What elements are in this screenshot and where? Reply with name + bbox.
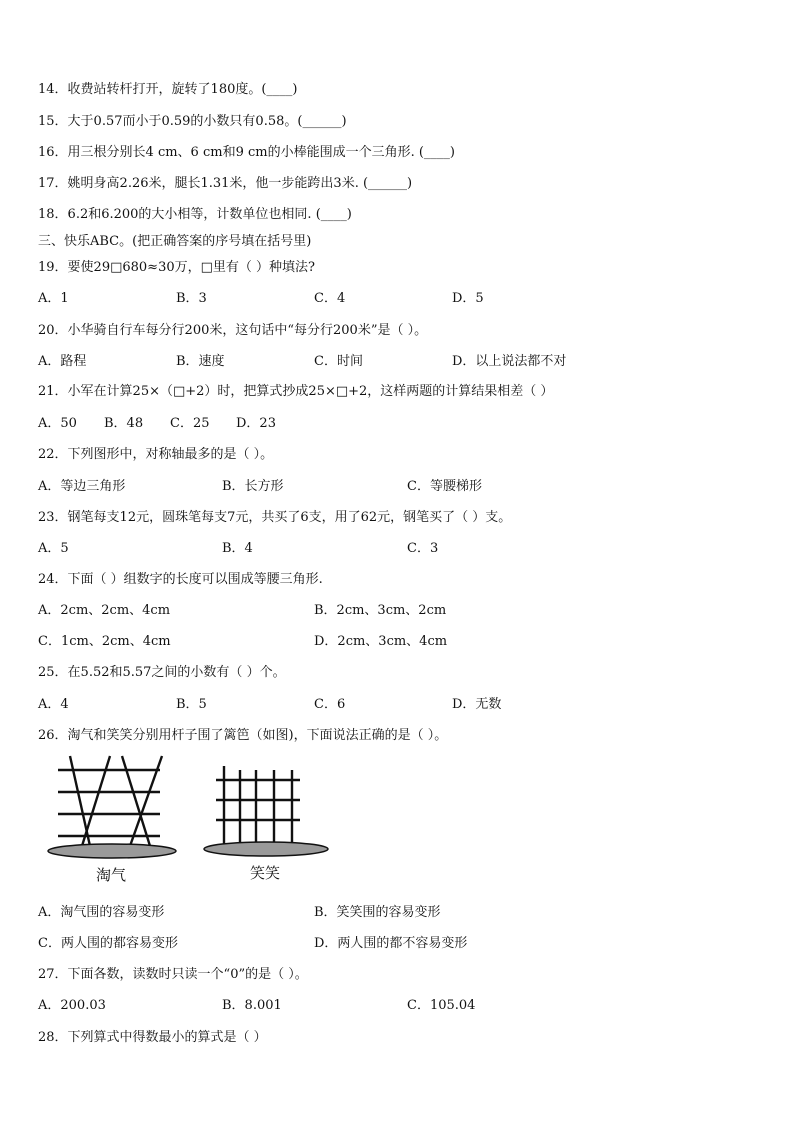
- question-23-stem: 23．钢笔每支12元，圆珠笔每支7元，共买了6支，用了62元，钢笔买了（ ）支。: [38, 510, 512, 525]
- q27-option-a: A．200.03: [38, 998, 106, 1013]
- q25-option-b: B．5: [176, 697, 207, 712]
- q19-option-b: B．3: [176, 291, 207, 306]
- statement-16: 16．用三根分别长4 cm、6 cm和9 cm的小棒能围成一个三角形. (____): [38, 145, 455, 160]
- q27-option-b: B．8.001: [222, 998, 282, 1013]
- statement-17: 17．姚明身高2.26米，腿长1.31米，他一步能跨出3米. (______): [38, 176, 413, 191]
- q24-option-a: A．2cm、2cm、4cm: [38, 603, 171, 618]
- question-20-stem: 20．小华骑自行车每分行200米，这句话中“每分行200米”是（ ）。: [38, 323, 428, 338]
- xiaoxiao-fence: [216, 766, 300, 844]
- q26-option-a: A．淘气围的容易变形: [38, 905, 165, 920]
- q19-option-a: A．1: [38, 291, 69, 306]
- q25-option-a: A．4: [38, 697, 69, 712]
- question-27-stem: 27．下面各数，读数时只读一个“0”的是（ ）。: [38, 967, 308, 982]
- q21-option-d: D．23: [236, 416, 276, 431]
- question-25-stem: 25．在5.52和5.57之间的小数有（ ）个。: [38, 665, 286, 680]
- q23-option-a: A．5: [38, 541, 69, 556]
- q21-option-b: B．48: [104, 416, 144, 431]
- q21-option-c: C．25: [170, 416, 210, 431]
- q19-option-c: C．4: [314, 291, 346, 306]
- q24-option-b: B．2cm、3cm、2cm: [314, 603, 447, 618]
- q25-option-c: C．6: [314, 697, 346, 712]
- q23-option-b: B．4: [222, 541, 253, 556]
- statement-15: 15．大于0.57而小于0.59的小数只有0.58。(______): [38, 114, 347, 129]
- fence-figure: [38, 752, 338, 892]
- question-26-stem: 26．淘气和笑笑分别用杆子围了篱笆（如图)，下面说法正确的是（ ）。: [38, 728, 448, 743]
- q23-option-c: C．3: [407, 541, 439, 556]
- fence-figure-svg: [38, 752, 338, 892]
- xiaoxiao-ground: [204, 842, 328, 856]
- section-title: 三、快乐ABC。(把正确答案的序号填在括号里): [38, 234, 312, 249]
- q27-option-c: C．105.04: [407, 998, 476, 1013]
- q20-option-d: D．以上说法都不对: [452, 354, 567, 369]
- question-24-stem: 24．下面（ ）组数字的长度可以围成等腰三角形.: [38, 572, 323, 587]
- q26-option-d: D．两人围的都不容易变形: [314, 936, 468, 951]
- q26-option-c: C．两人围的都容易变形: [38, 936, 178, 951]
- taoqi-label: 淘气: [96, 866, 127, 884]
- statement-18: 18．6.2和6.200的大小相等，计数单位也相同. (____): [38, 207, 352, 222]
- question-28-stem: 28．下列算式中得数最小的算式是（ ）: [38, 1030, 267, 1045]
- question-19-stem: 19．要使29□680≈30万，□里有（ ）种填法?: [38, 260, 315, 275]
- statement-14: 14．收费站转杆打开，旋转了180度。(____): [38, 82, 298, 97]
- q20-option-a: A．路程: [38, 354, 87, 369]
- taoqi-ground: [48, 844, 176, 858]
- q25-option-d: D．无数: [452, 697, 502, 712]
- q20-option-c: C．时间: [314, 354, 363, 369]
- q26-option-b: B．笑笑围的容易变形: [314, 905, 441, 920]
- q21-option-a: A．50: [38, 416, 77, 431]
- question-21-stem: 21．小军在计算25×（□+2）时，把算式抄成25×□+2，这样两题的计算结果相差（ ）: [38, 384, 554, 399]
- q22-option-b: B．长方形: [222, 479, 284, 494]
- question-22-stem: 22．下列图形中，对称轴最多的是（ ）。: [38, 447, 274, 462]
- taoqi-fence: [58, 756, 162, 846]
- q20-option-b: B．速度: [176, 354, 225, 369]
- q24-option-c: C．1cm、2cm、4cm: [38, 634, 171, 649]
- q19-option-d: D．5: [452, 291, 484, 306]
- q22-option-c: C．等腰梯形: [407, 479, 482, 494]
- q24-option-d: D．2cm、3cm、4cm: [314, 634, 448, 649]
- q22-option-a: A．等边三角形: [38, 479, 126, 494]
- xiaoxiao-label: 笑笑: [250, 864, 281, 882]
